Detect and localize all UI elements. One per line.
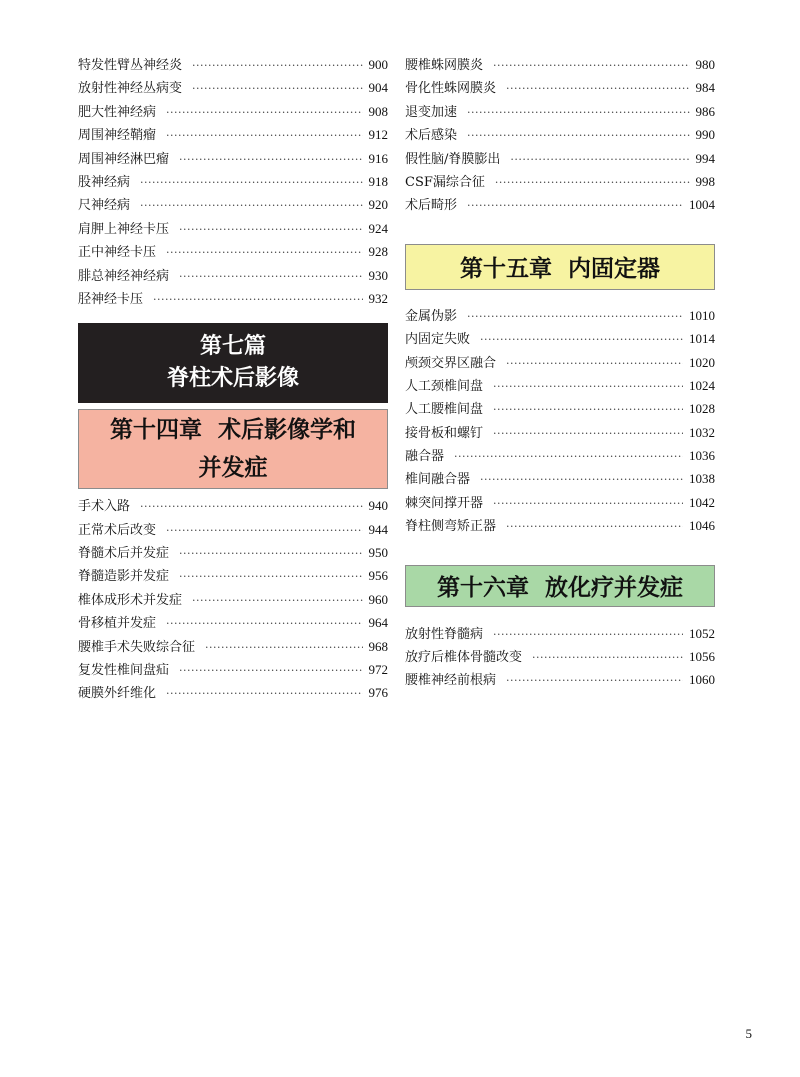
toc-entry-title: 椎间融合器 — [405, 472, 471, 488]
dot-leader — [454, 445, 683, 468]
toc-entry-page: 956 — [368, 568, 388, 584]
dot-leader — [179, 565, 362, 588]
dot-leader — [140, 171, 362, 194]
toc-entry — [78, 611, 388, 634]
toc-entry — [78, 193, 388, 216]
toc-entry-title: 术后感染 — [405, 128, 458, 144]
toc-entry-title: 正中神经卡压 — [78, 245, 157, 261]
toc-entry — [405, 622, 715, 645]
dot-leader — [532, 646, 683, 669]
toc-entry-title: 颅颈交界区融合 — [405, 355, 497, 371]
toc-entry-page: 984 — [695, 80, 715, 96]
toc-entry-title: 周围神经鞘瘤 — [78, 128, 157, 144]
left-column — [78, 53, 388, 705]
toc-list-chapter-14 — [78, 494, 388, 705]
toc-entry-title: 内固定失败 — [405, 332, 471, 348]
toc-entry-page: 918 — [368, 173, 388, 189]
toc-entry-title: 放射性脊髓病 — [405, 626, 484, 642]
toc-entry-page: 1056 — [689, 649, 715, 665]
dot-leader — [205, 636, 362, 659]
chapter-14-title-line1: 第十四章 术后影像学和 — [109, 416, 356, 444]
toc-list-chapter-15 — [405, 304, 715, 538]
dot-leader — [510, 148, 689, 171]
toc-entry-page: 990 — [695, 127, 715, 143]
toc-entry-title: 脊柱侧弯矫正器 — [405, 519, 497, 535]
toc-entry-title: 椎体成形术并发症 — [78, 592, 183, 608]
chapter-16-title: 第十六章 放化疗并发症 — [436, 574, 683, 602]
toc-entry-title: 棘突间撑开器 — [405, 495, 484, 511]
toc-entry-page: 1004 — [689, 197, 715, 213]
toc-entry-page: 1010 — [689, 307, 715, 323]
dot-leader — [140, 194, 362, 217]
toc-entry-page: 1036 — [689, 448, 715, 464]
toc-entry-page: 1024 — [689, 377, 715, 393]
toc-entry-title: 特发性臂丛神经炎 — [78, 58, 183, 73]
dot-leader — [179, 218, 362, 241]
toc-entry-title: 术后畸形 — [405, 198, 458, 214]
toc-entry — [405, 170, 715, 193]
toc-entry-title: 放疗后椎体骨髓改变 — [405, 650, 523, 666]
dot-leader — [493, 422, 683, 445]
dot-leader — [467, 124, 689, 147]
dot-leader — [153, 288, 362, 311]
toc-entry-title: 胫神经卡压 — [78, 291, 144, 307]
chapter-14-title-line2: 并发症 — [198, 454, 268, 482]
toc-entry-title: 金属伪影 — [405, 308, 458, 324]
toc-entry — [78, 588, 388, 611]
dot-leader — [495, 171, 690, 194]
toc-entry-title: 股神经病 — [78, 174, 131, 190]
toc-entry — [405, 53, 715, 76]
toc-entry-page: 968 — [368, 638, 388, 654]
toc-entry — [78, 264, 388, 287]
toc-entry-title: 脊髓造影并发症 — [78, 569, 170, 585]
toc-entry-page: 932 — [368, 290, 388, 306]
dot-leader — [506, 515, 683, 538]
toc-entry — [405, 76, 715, 99]
chapter-16-heading — [405, 565, 715, 607]
toc-entry-title: 腰椎蛛网膜炎 — [405, 58, 484, 73]
toc-entry-title: 肥大性神经病 — [78, 104, 157, 120]
part-7-heading — [78, 323, 388, 403]
dot-leader — [179, 542, 362, 565]
toc-entry — [78, 123, 388, 146]
toc-entry-page: 1060 — [689, 672, 715, 688]
toc-entry-page: 924 — [368, 220, 388, 236]
dot-leader — [179, 659, 362, 682]
toc-entry — [405, 100, 715, 123]
dot-leader — [506, 669, 683, 692]
dot-leader — [192, 77, 362, 100]
toc-entry-page: 904 — [368, 80, 388, 96]
toc-entry — [405, 304, 715, 327]
toc-entry-title: 尺神经病 — [78, 198, 131, 214]
toc-entry-title: 放射性神经丛病变 — [78, 81, 183, 97]
toc-entry-title: 正常术后改变 — [78, 522, 157, 538]
dot-leader — [493, 623, 683, 646]
toc-entry-title: 假性脑/脊膜膨出 — [405, 151, 501, 167]
toc-entry-page: 986 — [695, 103, 715, 119]
toc-entry — [405, 514, 715, 537]
toc-entry — [405, 421, 715, 444]
toc-list-chapter-16 — [405, 622, 715, 692]
toc-entry — [78, 147, 388, 170]
toc-entry-page: 1028 — [689, 401, 715, 417]
toc-entry — [405, 193, 715, 216]
toc-entry — [78, 541, 388, 564]
toc-entry-page: 1014 — [689, 331, 715, 347]
toc-entry-title: 退变加速 — [405, 104, 458, 120]
dot-leader — [166, 612, 362, 635]
toc-entry-title: 人工颈椎间盘 — [405, 378, 484, 394]
toc-entry-page: 912 — [368, 127, 388, 143]
dot-leader — [166, 241, 362, 264]
dot-leader — [480, 328, 683, 351]
toc-entry-title: 复发性椎间盘疝 — [78, 663, 170, 679]
toc-entry-page: 908 — [368, 103, 388, 119]
toc-entry-page: 928 — [368, 244, 388, 260]
chapter-15-heading — [405, 244, 715, 290]
toc-entry — [78, 518, 388, 541]
toc-entry — [405, 491, 715, 514]
toc-entry — [405, 467, 715, 490]
toc-entry — [405, 147, 715, 170]
toc-entry-page: 1042 — [689, 494, 715, 510]
toc-entry — [78, 287, 388, 310]
toc-entry-page: 930 — [368, 267, 388, 283]
toc-entry — [405, 351, 715, 374]
toc-entry-title: 接骨板和螺钉 — [405, 425, 484, 441]
toc-entry-page: 940 — [368, 498, 388, 514]
toc-entry-page: 916 — [368, 150, 388, 166]
right-column — [405, 53, 715, 692]
toc-entry-page: 980 — [695, 57, 715, 72]
toc-entry — [78, 240, 388, 263]
toc-list-chapter-14-continued — [405, 53, 715, 217]
toc-entry — [405, 397, 715, 420]
toc-entry-page: 950 — [368, 545, 388, 561]
toc-entry — [78, 658, 388, 681]
chapter-15-title: 第十五章 内固定器 — [459, 255, 660, 283]
toc-list-neuropathy — [78, 53, 388, 310]
toc-entry-page: 994 — [695, 150, 715, 166]
toc-entry — [78, 564, 388, 587]
toc-entry-page: 964 — [368, 615, 388, 631]
chapter-14-heading — [78, 409, 388, 489]
dot-leader — [179, 148, 362, 171]
toc-entry — [78, 494, 388, 517]
dot-leader — [467, 305, 683, 328]
toc-entry — [405, 444, 715, 467]
dot-leader — [192, 589, 362, 612]
toc-entry-title: CSF漏综合征 — [405, 174, 485, 190]
toc-entry — [78, 217, 388, 240]
toc-entry-page: 1038 — [689, 471, 715, 487]
toc-entry — [78, 53, 388, 76]
toc-entry — [78, 635, 388, 658]
dot-leader — [493, 398, 683, 421]
dot-leader — [179, 265, 362, 288]
toc-entry-title: 手术入路 — [78, 499, 131, 515]
dot-leader — [480, 468, 683, 491]
toc-entry-page: 1032 — [689, 424, 715, 440]
part-7-title: 脊柱术后影像 — [166, 366, 299, 392]
toc-entry-page: 944 — [368, 521, 388, 537]
toc-entry-title: 融合器 — [405, 449, 445, 465]
dot-leader — [166, 682, 362, 705]
toc-entry-title: 腓总神经神经病 — [78, 268, 170, 284]
dot-leader — [493, 492, 683, 515]
dot-leader — [467, 194, 683, 217]
toc-entry-title: 骨化性蛛网膜炎 — [405, 81, 497, 97]
toc-entry-page: 1052 — [689, 625, 715, 641]
toc-entry-title: 周围神经淋巴瘤 — [78, 151, 170, 167]
toc-entry-title: 人工腰椎间盘 — [405, 402, 484, 418]
toc-entry — [78, 100, 388, 123]
toc-entry-title: 腰椎手术失败综合征 — [78, 639, 196, 655]
toc-entry — [78, 681, 388, 704]
toc-entry — [405, 645, 715, 668]
page-number: 5 — [745, 1026, 752, 1041]
toc-entry — [78, 170, 388, 193]
toc-entry-page: 1046 — [689, 518, 715, 534]
toc-entry-title: 腰椎神经前根病 — [405, 673, 497, 689]
dot-leader — [493, 54, 689, 77]
toc-entry-page: 960 — [368, 591, 388, 607]
dot-leader — [166, 519, 362, 542]
toc-entry-title: 脊髓术后并发症 — [78, 546, 170, 562]
toc-entry — [405, 374, 715, 397]
dot-leader — [166, 101, 362, 124]
dot-leader — [140, 495, 362, 518]
toc-entry-page: 900 — [368, 57, 388, 72]
toc-entry — [405, 123, 715, 146]
toc-entry-page: 1020 — [689, 354, 715, 370]
toc-entry — [405, 668, 715, 691]
dot-leader — [166, 124, 362, 147]
dot-leader — [493, 375, 683, 398]
dot-leader — [192, 54, 362, 77]
toc-entry-title: 硬膜外纤维化 — [78, 686, 157, 702]
dot-leader — [506, 352, 683, 375]
toc-entry-page: 972 — [368, 662, 388, 678]
toc-entry-page: 976 — [368, 685, 388, 701]
dot-leader — [506, 77, 689, 100]
toc-entry-page: 998 — [695, 173, 715, 189]
toc-entry — [405, 327, 715, 350]
part-7-number: 第七篇 — [199, 334, 266, 360]
dot-leader — [467, 101, 689, 124]
toc-entry-title: 肩胛上神经卡压 — [78, 221, 170, 237]
toc-entry — [78, 76, 388, 99]
toc-entry-title: 骨移植并发症 — [78, 616, 157, 632]
toc-entry-page: 920 — [368, 197, 388, 213]
